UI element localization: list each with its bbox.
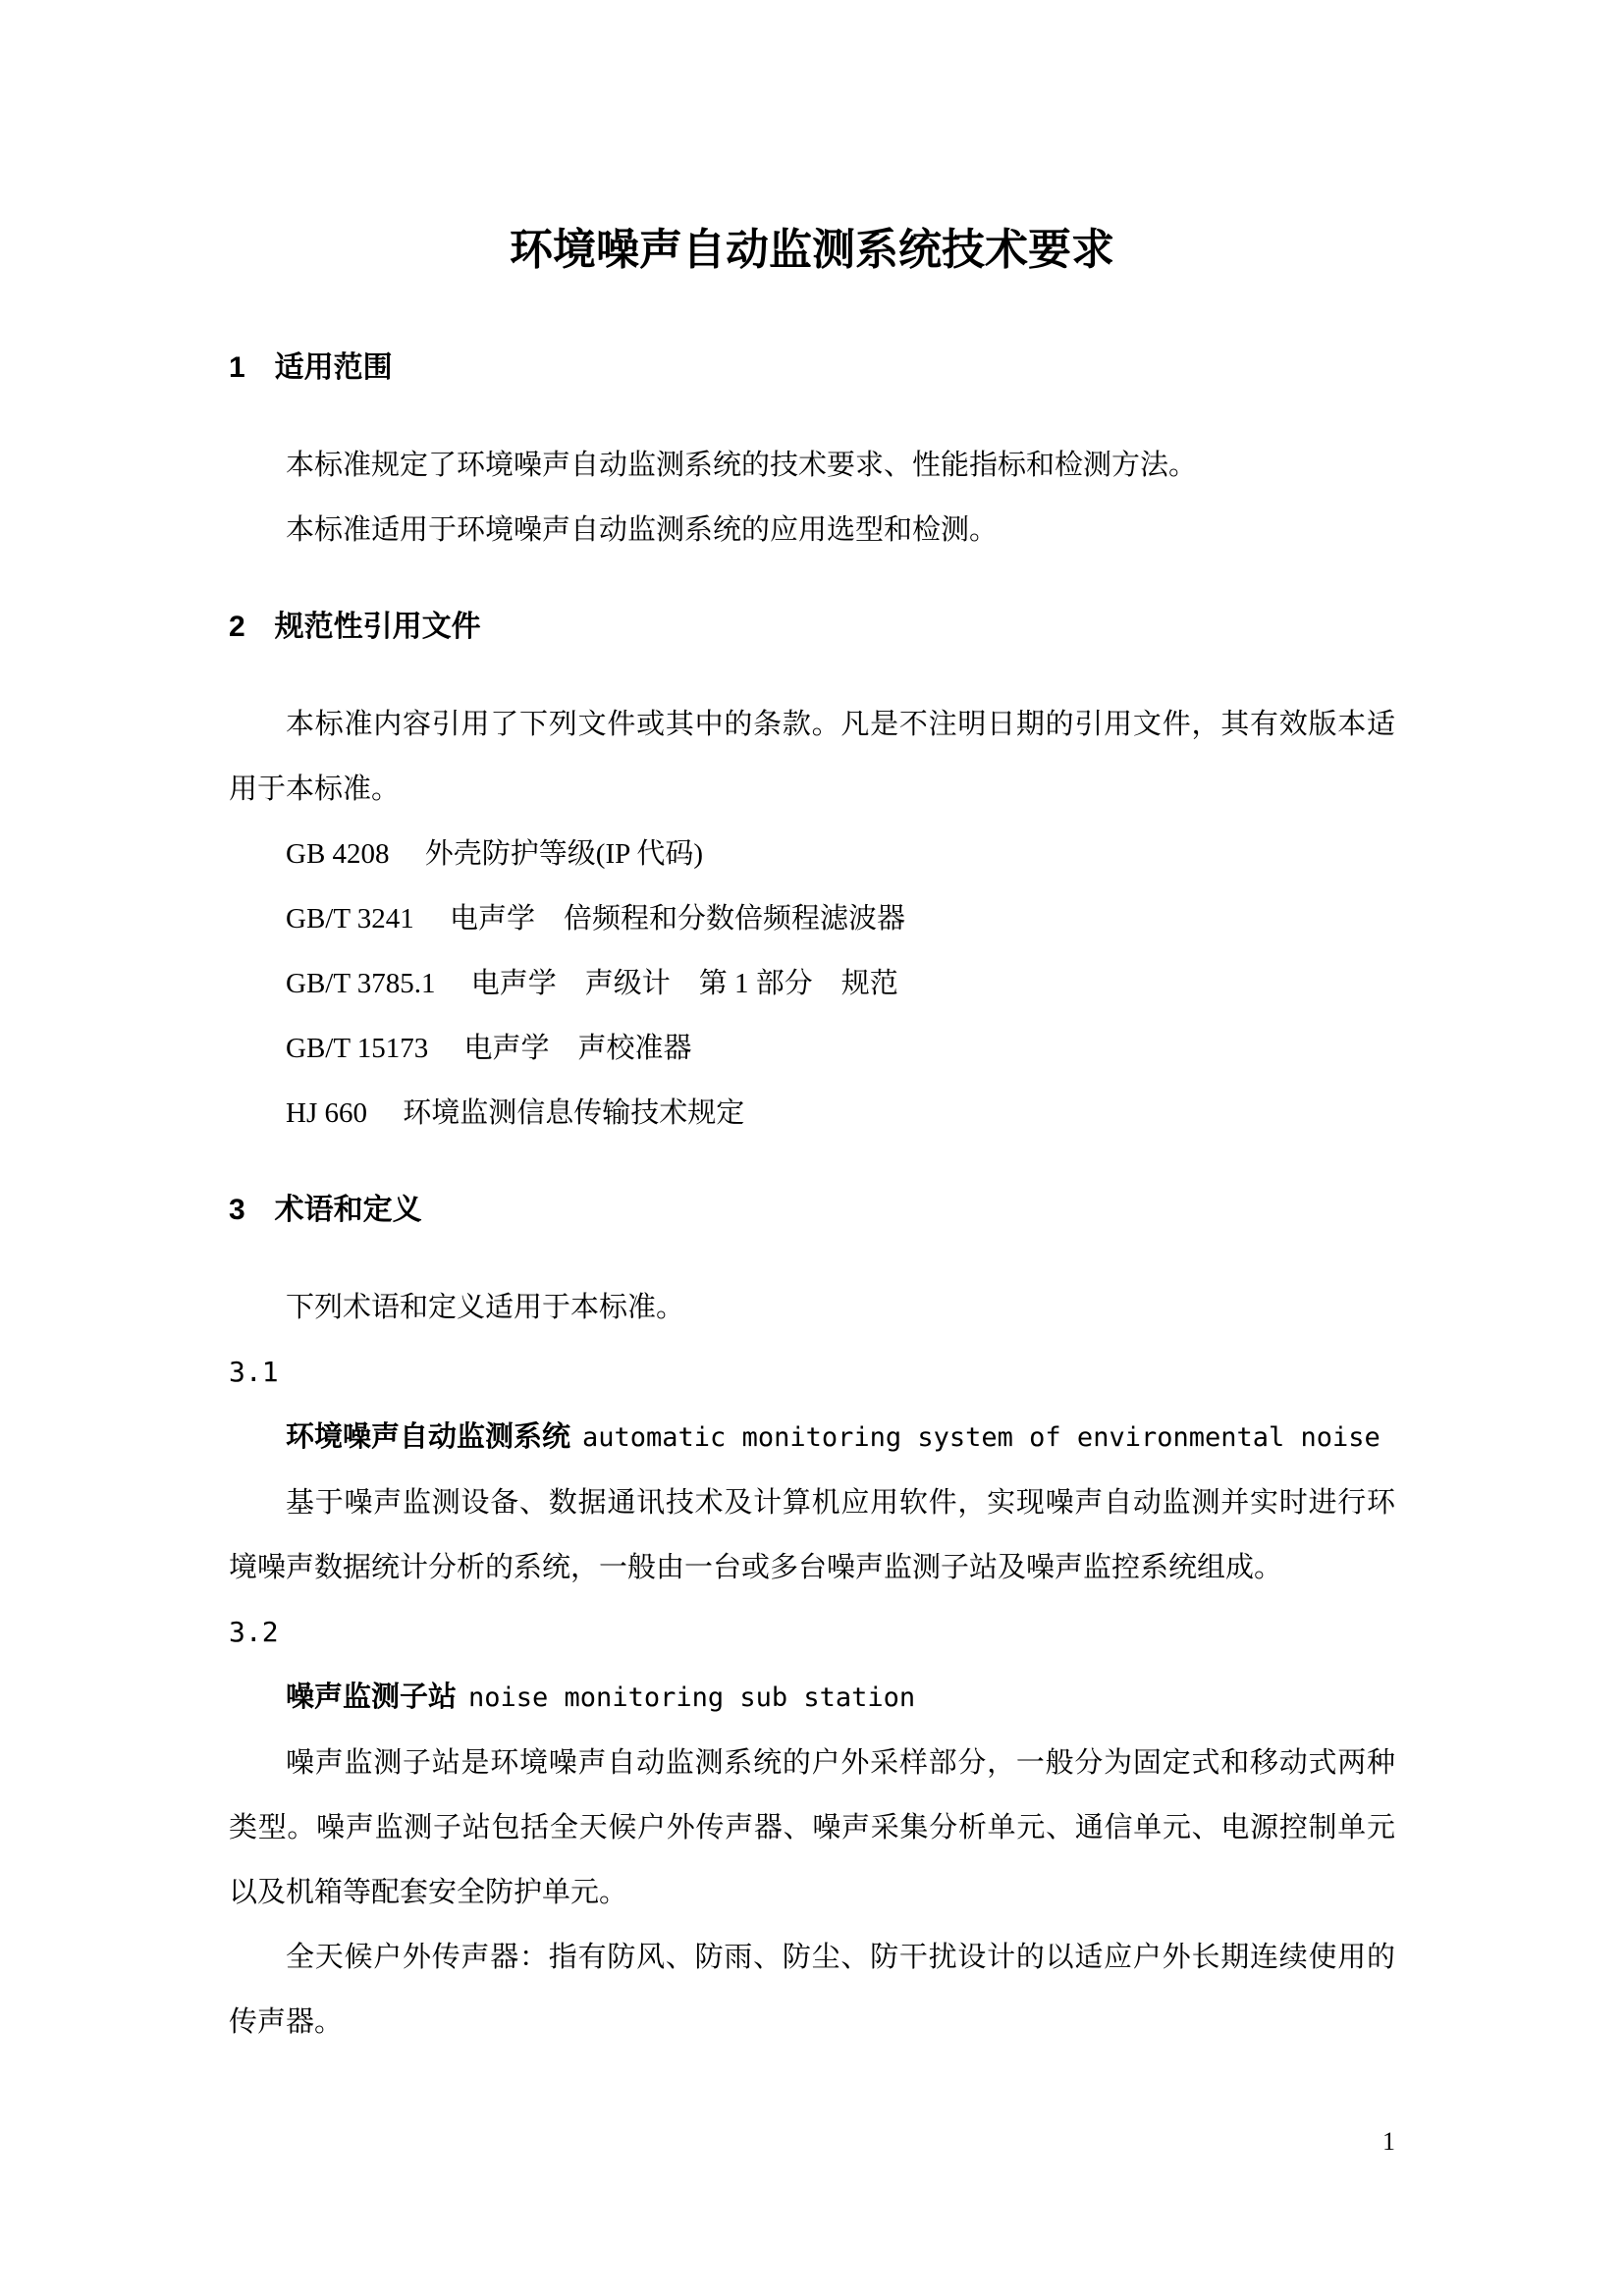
reference-item: GB/T 3241 电声学 倍频程和分数倍频程滤波器 xyxy=(286,903,906,934)
reference-item: GB/T 15173 电声学 声校准器 xyxy=(286,1033,692,1064)
term-name-en: noise monitoring sub station xyxy=(468,1682,916,1713)
terms-intro: 下列术语和定义适用于本标准。 xyxy=(286,1292,685,1323)
term-number: 3.1 xyxy=(229,1356,279,1388)
references-intro-line-2: 用于本标准。 xyxy=(229,774,401,805)
reference-item: HJ 660 环境监测信息传输技术规定 xyxy=(286,1097,745,1129)
definition-note-line: 全天候户外传声器：指有防风、防雨、防尘、防干扰设计的以适应户外长期连续使用的 xyxy=(286,1942,1395,1973)
definition-line: 以及机箱等配套安全防护单元。 xyxy=(229,1877,628,1908)
term-name xyxy=(229,1665,1395,1731)
section-1-heading: 1 适用范围 xyxy=(229,351,393,384)
definition-line: 类型。噪声监测子站包括全天候户外传声器、噪声采集分析单元、通信单元、电源控制单元 xyxy=(229,1812,1395,1843)
section-2-heading: 2 规范性引用文件 xyxy=(229,611,481,643)
term-name-en: automatic monitoring system of environmental noise xyxy=(582,1422,1380,1453)
definition-line: 境噪声数据统计分析的系统，一般由一台或多台噪声监测子站及噪声监控系统组成。 xyxy=(229,1552,1283,1583)
reference-item: GB 4208 外壳防护等级(IP 代码) xyxy=(286,838,704,870)
scope-paragraph-2: 本标准适用于环境噪声自动监测系统的应用选型和检测。 xyxy=(286,514,999,546)
references-intro-line-1: 本标准内容引用了下列文件或其中的条款。凡是不注明日期的引用文件，其有效版本适 xyxy=(286,709,1395,740)
definition-note-line: 传声器。 xyxy=(229,2006,344,2038)
document-title: 环境噪声自动监测系统技术要求 xyxy=(510,226,1114,274)
term-number: 3.2 xyxy=(229,1616,279,1648)
section-3-heading: 3 术语和定义 xyxy=(229,1194,422,1226)
reference-item: GB/T 3785.1 电声学 声级计 第 1 部分 规范 xyxy=(286,968,898,999)
scope-paragraph-1: 本标准规定了环境噪声自动监测系统的技术要求、性能指标和检测方法。 xyxy=(286,450,1198,481)
page-number: 1 xyxy=(1382,2127,1395,2156)
term-name xyxy=(229,1405,1395,1470)
term-name-zh: 噪声监测子站 xyxy=(286,1682,458,1713)
definition-line: 基于噪声监测设备、数据通讯技术及计算机应用软件，实现噪声自动监测并实时进行环 xyxy=(286,1487,1395,1519)
definition-line: 噪声监测子站是环境噪声自动监测系统的户外采样部分，一般分为固定式和移动式两种 xyxy=(286,1747,1395,1779)
term-name-zh: 环境噪声自动监测系统 xyxy=(286,1421,571,1453)
